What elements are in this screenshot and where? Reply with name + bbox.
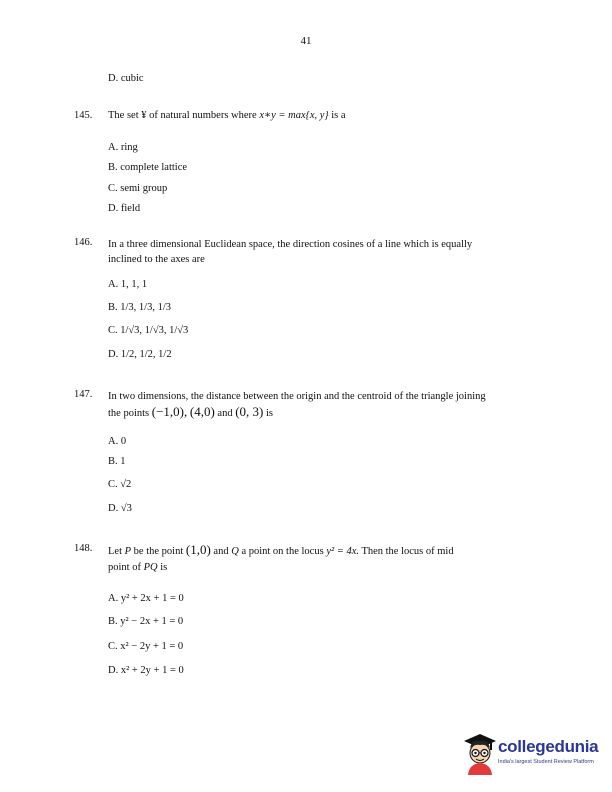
q148-text-point: be the point: [133, 546, 184, 557]
question-147-number: 147.: [74, 389, 93, 400]
question-147-line2: [108, 404, 273, 421]
q148-text-locus: a point on the locus: [241, 546, 324, 557]
q147-point-2: (4,0): [189, 404, 215, 419]
q147-text-is: is: [266, 408, 274, 419]
q148-text-let: Let: [108, 546, 122, 557]
question-148-line1: [108, 542, 454, 559]
q147-option-a: A. 0: [108, 436, 127, 447]
collegedunia-logo: [460, 731, 606, 777]
question-146-line2: inclined to the axes are: [108, 254, 205, 265]
question-146-line1: In a three dimensional Euclidean space, the direction cosines of a line which is equally: [108, 239, 473, 250]
question-147-line1: In two dimensions, the distance between the origin and the centroid of the triangle joining: [108, 391, 486, 402]
graduate-mascot-icon: [460, 731, 498, 777]
q147-text-points: the points: [108, 408, 150, 419]
q148-text-is: is: [160, 562, 168, 573]
q146-option-d: D. 1/2, 1/2, 1/2: [108, 349, 172, 360]
q148-text-midpoint: point of: [108, 562, 141, 573]
q147-text-and: and: [217, 408, 233, 419]
q147-point-1: (−1,0),: [151, 404, 188, 419]
q146-option-c-text: C. 1/√3, 1/√3, 1/√3: [108, 325, 189, 336]
q145-text-b: is a: [331, 110, 346, 121]
q148-var-pq: PQ: [143, 562, 158, 573]
q148-option-a: A. y² + 2x + 1 = 0: [108, 593, 184, 604]
q147-option-d: D. √3: [108, 503, 132, 514]
q148-var-p: P: [124, 546, 132, 557]
question-145-text: [108, 108, 346, 123]
question-148-line2: [108, 560, 167, 575]
q148-text-and: and: [213, 546, 229, 557]
question-148-number: 148.: [74, 543, 93, 554]
q145-option-a: A. ring: [108, 142, 138, 153]
q148-option-b: B. y² − 2x + 1 = 0: [108, 616, 184, 627]
q147-option-c: C. √2: [108, 479, 132, 490]
q146-option-a: A. 1, 1, 1: [108, 279, 148, 290]
q148-var-q: Q: [231, 546, 239, 557]
q145-option-d: D. field: [108, 203, 141, 214]
q145-option-c: C. semi group: [108, 183, 168, 194]
q148-option-d: D. x² + 2y + 1 = 0: [108, 665, 184, 676]
question-145-number: 145.: [74, 110, 93, 121]
logo-wordmark: collegedunia: [498, 737, 599, 756]
question-146-number: 146.: [74, 237, 93, 248]
q147-point-3: (0, 3): [235, 404, 264, 419]
prev-question-option-d: D. cubic: [108, 73, 144, 84]
q146-option-b: B. 1/3, 1/3, 1/3: [108, 302, 172, 313]
page-number: 41: [300, 35, 312, 47]
q148-option-c: C. x² − 2y + 1 = 0: [108, 641, 184, 652]
q147-option-b: B. 1: [108, 456, 126, 467]
q148-text-then: Then the locus of mid: [361, 546, 454, 557]
logo-tagline: India's largest Student Review Platform: [498, 759, 594, 765]
q145-option-b: B. complete lattice: [108, 162, 188, 173]
q148-point: (1,0): [185, 542, 211, 557]
q145-text-a: The set ¥ of natural numbers where: [108, 110, 257, 121]
q148-locus-equation: y² = 4x.: [326, 546, 359, 557]
q145-expression: x∗y = max{x, y}: [259, 110, 329, 121]
q146-option-c: [108, 325, 188, 336]
